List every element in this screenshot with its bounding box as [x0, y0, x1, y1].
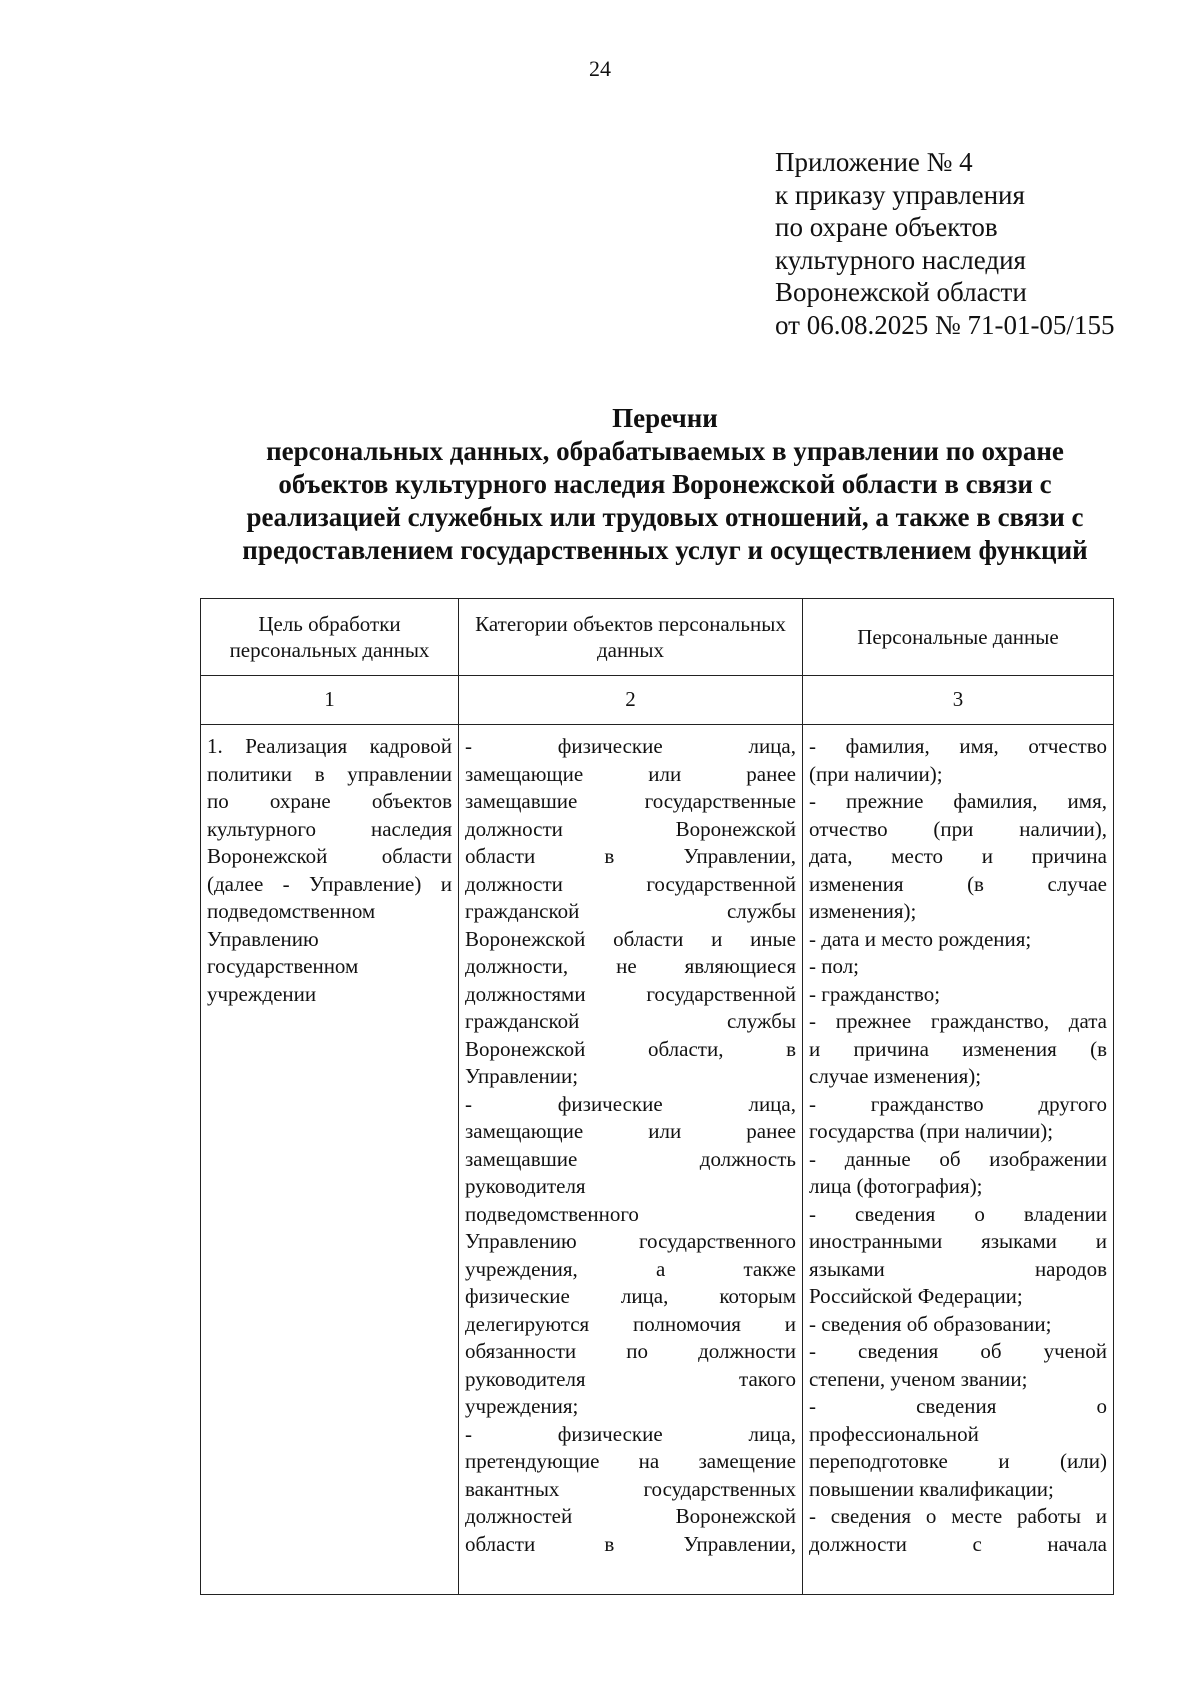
cell-categories: [459, 725, 803, 1595]
page-number: 24: [589, 56, 611, 81]
cell-line: должностей Воронежской: [465, 1504, 796, 1528]
cell-line: - гражданство другого: [809, 1091, 1107, 1116]
cell-line: учреждения;: [465, 1394, 579, 1418]
cell-line: Воронежской области, в: [465, 1036, 796, 1061]
cell-line: (далее - Управление) и: [207, 871, 452, 896]
cell-line: отчество (при наличии),: [809, 816, 1107, 841]
cell-line: - дата и место рождения;: [809, 926, 1032, 951]
document-title: [200, 402, 1130, 567]
table-header-row: [201, 599, 1114, 676]
appendix-header: [775, 146, 1114, 341]
appendix-line: по охране объектов: [775, 212, 998, 242]
cell-line: должностями государственной: [465, 981, 796, 1006]
cell-line: - гражданство;: [809, 981, 941, 1006]
cell-line: изменения (в случае: [809, 871, 1107, 896]
header-cell-personal-data: Персональные данные: [803, 599, 1114, 676]
table-number-row: [201, 676, 1114, 725]
cell-line: замещающие или ранее: [465, 761, 796, 786]
cell-line: Воронежской области и иные: [465, 926, 796, 951]
cell-line: должности государственной: [465, 871, 796, 896]
cell-line: должности Воронежской: [465, 816, 796, 841]
cell-line: Российской Федерации;: [809, 1284, 1023, 1308]
column-number: 1: [201, 676, 459, 725]
cell-line: замещавшие должность: [465, 1146, 796, 1171]
cell-line: культурного наследия: [207, 816, 452, 841]
cell-line: переподготовке и (или): [809, 1449, 1107, 1473]
appendix-line: культурного наследия: [775, 244, 1026, 275]
cell-line: подведомственного: [465, 1201, 639, 1226]
cell-line: повышении квалификации;: [809, 1476, 1054, 1501]
column-number: 3: [803, 676, 1114, 725]
cell-line: - сведения об ученой: [809, 1339, 1107, 1363]
cell-line: - физические лица,: [465, 1091, 796, 1116]
personal-data-table: [200, 598, 1114, 1595]
cell-line: - фамилия, имя, отчество: [809, 734, 1107, 758]
cell-line: Управлению государственного: [465, 1229, 796, 1253]
title-line: персональных данных, обрабатываемых в управлении по охране: [266, 436, 1064, 466]
cell-line: - физические лица,: [465, 1421, 796, 1446]
cell-line: замещавшие государственные: [465, 789, 796, 813]
cell-line: - прежние фамилия, имя,: [809, 789, 1107, 813]
cell-line: языками народов: [809, 1256, 1107, 1281]
cell-line: Управлению: [207, 926, 319, 951]
cell-personal-data: [803, 725, 1114, 1595]
cell-line: гражданской службы: [465, 899, 796, 923]
cell-line: государства (при наличии);: [809, 1119, 1054, 1143]
cell-line: делегируются полномочия и: [465, 1311, 796, 1336]
cell-line: по охране объектов: [207, 789, 452, 813]
cell-line: профессиональной: [809, 1421, 979, 1446]
cell-line: политики в управлении: [207, 761, 452, 786]
appendix-line: Приложение № 4: [775, 147, 973, 177]
cell-line: - сведения о: [809, 1394, 1107, 1418]
title-line: Перечни: [612, 403, 718, 433]
cell-line: - прежнее гражданство, дата: [809, 1009, 1107, 1033]
cell-line: должности с начала: [809, 1531, 1107, 1556]
cell-line: изменения);: [809, 899, 917, 923]
appendix-line: от 06.08.2025 № 71-01-05/155: [775, 309, 1115, 340]
cell-line: и причина изменения (в: [809, 1036, 1107, 1061]
cell-line: области в Управлении,: [465, 844, 796, 868]
cell-line: руководителя: [465, 1174, 586, 1198]
cell-line: Воронежской области: [207, 844, 452, 868]
header-cell-categories: Категории объектов персональных данных: [459, 599, 803, 676]
cell-line: руководителя такого: [465, 1366, 796, 1391]
cell-line: дата, место и причина: [809, 844, 1107, 868]
appendix-line: Воронежской области: [775, 277, 1027, 307]
cell-line: претендующие на замещение: [465, 1449, 796, 1473]
appendix-line: к приказу управления: [775, 179, 1025, 210]
cell-line: - сведения о владении: [809, 1201, 1107, 1226]
cell-line: иностранными языками и: [809, 1229, 1107, 1253]
cell-line: (при наличии);: [809, 761, 943, 786]
cell-line: подведомственном: [207, 899, 376, 923]
cell-line: замещающие или ранее: [465, 1119, 796, 1143]
cell-line: обязанности по должности: [465, 1339, 796, 1363]
cell-line: лица (фотография);: [809, 1174, 983, 1198]
cell-line: степени, ученом звании;: [809, 1366, 1028, 1391]
title-line: предоставлением государственных услуг и осуществлением функций: [242, 535, 1088, 565]
cell-line: государственном: [207, 954, 359, 978]
cell-line: - сведения о месте работы и: [809, 1504, 1107, 1528]
cell-line: физические лица, которым: [465, 1284, 796, 1308]
cell-purpose: [201, 725, 459, 1595]
cell-line: - физические лица,: [465, 734, 796, 758]
cell-line: - сведения об образовании;: [809, 1311, 1052, 1336]
cell-line: - данные об изображении: [809, 1146, 1107, 1171]
cell-line: 1. Реализация кадровой: [207, 734, 452, 758]
cell-line: области в Управлении,: [465, 1531, 796, 1556]
cell-line: Управлении;: [465, 1064, 579, 1088]
title-line: объектов культурного наследия Воронежской области в связи с: [278, 469, 1052, 499]
cell-line: учреждении: [207, 981, 317, 1006]
column-number: 2: [459, 676, 803, 725]
header-cell-purpose: Цель обработки персональных данных: [201, 599, 459, 676]
title-line: реализацией служебных или трудовых отношений, а также в связи с: [246, 502, 1084, 532]
cell-line: случае изменения);: [809, 1064, 982, 1088]
cell-line: гражданской службы: [465, 1009, 796, 1033]
cell-line: учреждения, а также: [465, 1256, 796, 1281]
cell-line: должности, не являющиеся: [465, 954, 796, 978]
table-row: [201, 725, 1114, 1595]
cell-line: - пол;: [809, 954, 860, 978]
cell-line: вакантных государственных: [465, 1476, 796, 1501]
